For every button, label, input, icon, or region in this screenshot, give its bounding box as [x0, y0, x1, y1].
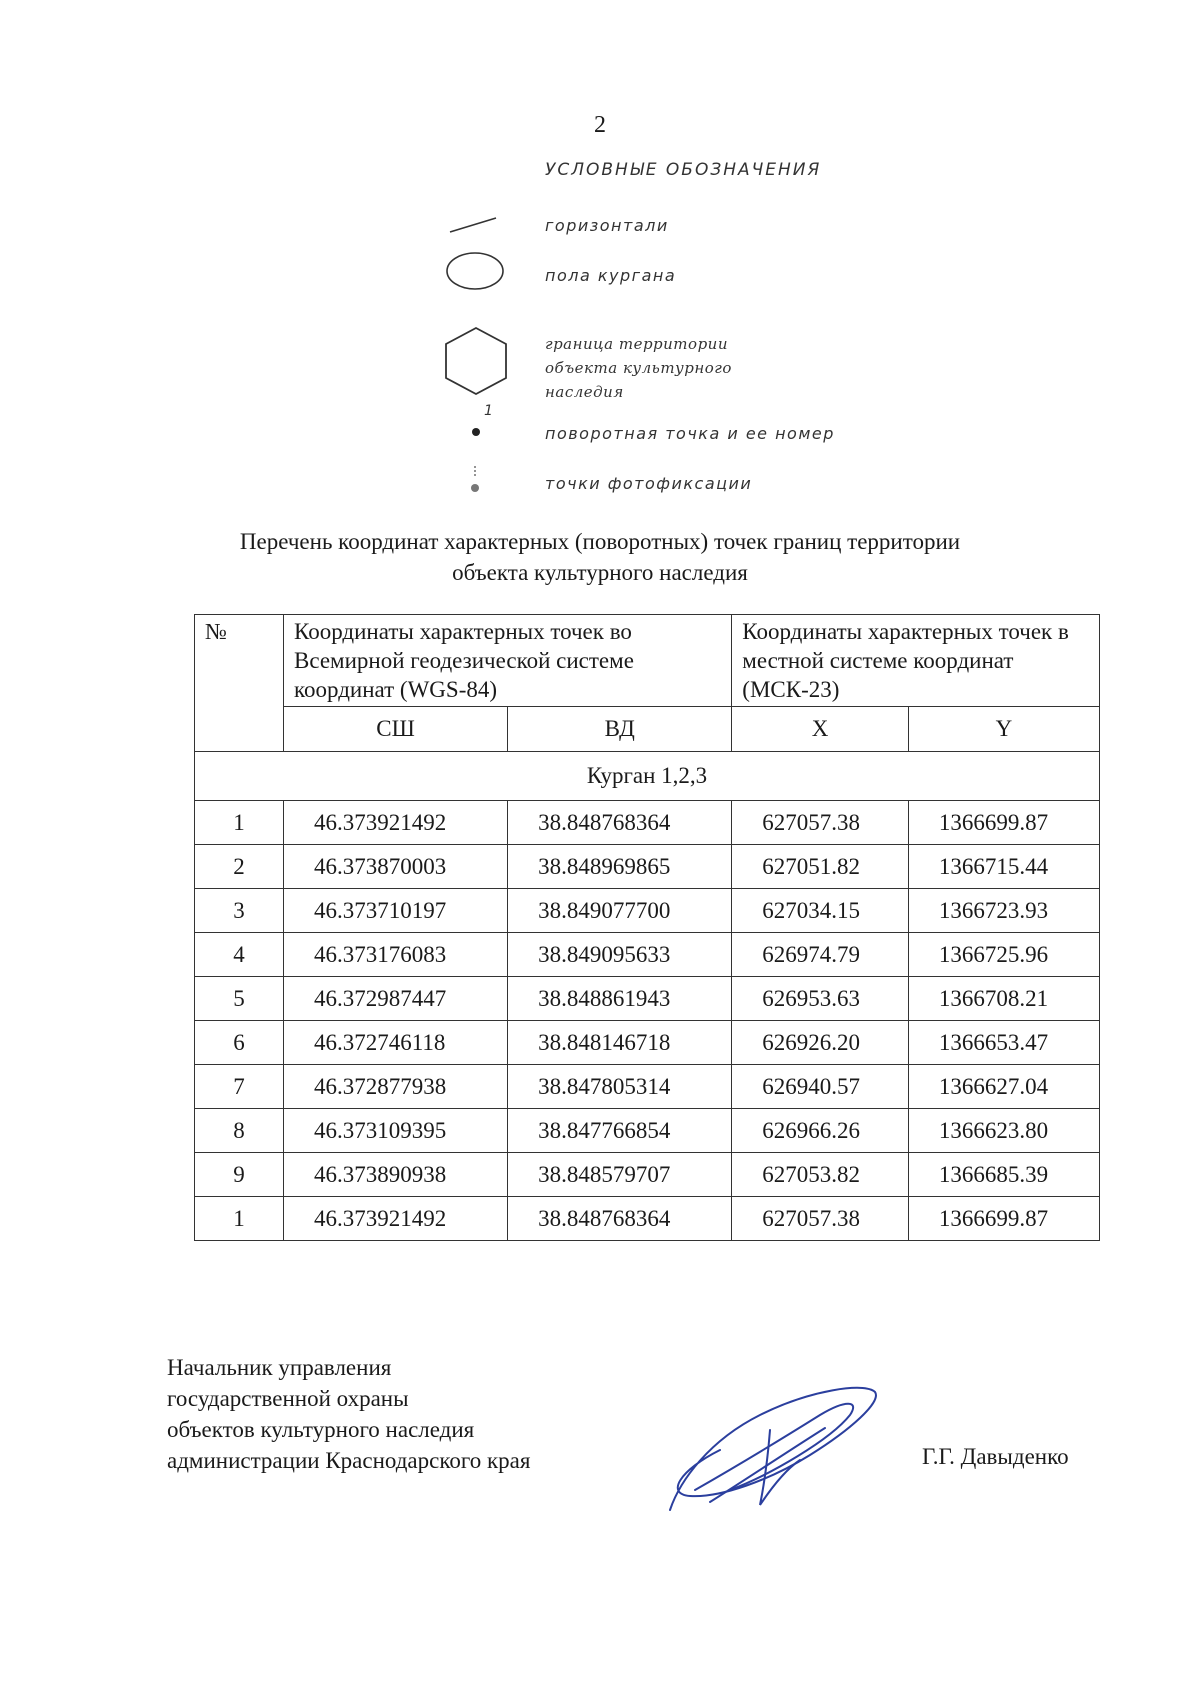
header-wgs-group: Координаты характерных точек во Всемирной геодезической системе координат (WGS-84) — [284, 615, 732, 707]
x-cell: 626953.63 — [732, 977, 909, 1021]
longitude-cell: 38.848969865 — [508, 845, 732, 889]
y-cell: 1366723.93 — [908, 889, 1099, 933]
point-number: 5 — [195, 977, 284, 1021]
longitude-cell: 38.849095633 — [508, 933, 732, 977]
latitude-cell: 46.373921492 — [284, 801, 508, 845]
header-lat: СШ — [284, 707, 508, 752]
legend-label-mound-floor: пола кургана — [545, 266, 677, 285]
table-row — [195, 977, 1100, 1021]
ellipse-icon — [444, 249, 506, 293]
latitude-cell: 46.373921492 — [284, 1197, 508, 1241]
longitude-cell: 38.848768364 — [508, 801, 732, 845]
y-cell: 1366685.39 — [908, 1153, 1099, 1197]
longitude-cell: 38.847805314 — [508, 1065, 732, 1109]
latitude-cell: 46.372746118 — [284, 1021, 508, 1065]
latitude-cell: 46.373109395 — [284, 1109, 508, 1153]
header-msk-group: Координаты характерных точек в местной системе координат (МСК-23) — [732, 615, 1100, 707]
y-cell: 1366627.04 — [908, 1065, 1099, 1109]
signatory-title-line-3: объектов культурного наследия — [167, 1417, 475, 1442]
header-lon: ВД — [508, 707, 732, 752]
point-number: 3 — [195, 889, 284, 933]
point-number: 7 — [195, 1065, 284, 1109]
x-cell: 627053.82 — [732, 1153, 909, 1197]
table-row — [195, 845, 1100, 889]
coordinates-table — [194, 614, 1100, 1241]
table-caption — [150, 526, 1050, 588]
header-y: Y — [908, 707, 1099, 752]
latitude-cell: 46.373710197 — [284, 889, 508, 933]
latitude-cell: 46.373890938 — [284, 1153, 508, 1197]
table-row — [195, 1109, 1100, 1153]
point-number: 1 — [195, 801, 284, 845]
longitude-cell: 38.849077700 — [508, 889, 732, 933]
point-number: 4 — [195, 933, 284, 977]
x-cell: 626926.20 — [732, 1021, 909, 1065]
longitude-cell: 38.847766854 — [508, 1109, 732, 1153]
table-row — [195, 801, 1100, 845]
table-row — [195, 1197, 1100, 1241]
point-number: 8 — [195, 1109, 284, 1153]
y-cell: 1366699.87 — [908, 1197, 1099, 1241]
x-cell: 627034.15 — [732, 889, 909, 933]
signatory-name: Г.Г. Давыденко — [922, 1444, 1069, 1469]
x-cell: 627051.82 — [732, 845, 909, 889]
legend-label-territory-boundary: граница территории объекта культурного наследия — [545, 335, 732, 401]
signatory-title-line-2: государственной охраны — [167, 1386, 409, 1411]
latitude-cell: 46.373870003 — [284, 845, 508, 889]
x-cell: 626940.57 — [732, 1065, 909, 1109]
signature-block — [167, 1352, 530, 1476]
point-number: 6 — [195, 1021, 284, 1065]
marker-number: 1 — [484, 403, 495, 419]
section-row — [195, 752, 1100, 801]
latitude-cell: 46.372877938 — [284, 1065, 508, 1109]
legend-title: УСЛОВНЫЕ ОБОЗНАЧЕНИЯ — [545, 160, 822, 180]
photo-point-icon — [466, 462, 484, 498]
signatory-title-line-1: Начальник управления — [167, 1355, 392, 1380]
section-label: Курган 1,2,3 — [195, 752, 1100, 801]
legend-label-turning-point: поворотная точка и ее номер — [545, 424, 835, 443]
header-row-group — [195, 615, 1100, 707]
y-cell: 1366623.80 — [908, 1109, 1099, 1153]
y-cell: 1366699.87 — [908, 801, 1099, 845]
caption-line-2: объекта культурного наследия — [452, 560, 748, 585]
hexagon-icon — [440, 325, 512, 397]
table-row — [195, 1153, 1100, 1197]
header-x: X — [732, 707, 909, 752]
table-row — [195, 1021, 1100, 1065]
point-number: 2 — [195, 845, 284, 889]
dot-icon — [468, 424, 484, 440]
handwritten-signature — [650, 1370, 910, 1520]
table-row — [195, 889, 1100, 933]
y-cell: 1366653.47 — [908, 1021, 1099, 1065]
line-icon — [448, 214, 500, 236]
longitude-cell: 38.848861943 — [508, 977, 732, 1021]
page-number: 2 — [594, 112, 606, 138]
longitude-cell: 38.848768364 — [508, 1197, 732, 1241]
legend-label-contours: горизонтали — [545, 216, 669, 235]
longitude-cell: 38.848579707 — [508, 1153, 732, 1197]
latitude-cell: 46.373176083 — [284, 933, 508, 977]
y-cell: 1366725.96 — [908, 933, 1099, 977]
y-cell: 1366708.21 — [908, 977, 1099, 1021]
header-num: № — [195, 615, 284, 752]
signatory-title-line-4: администрации Краснодарского края — [167, 1448, 531, 1473]
header-row-sub — [195, 707, 1100, 752]
legend-label-photo-points: точки фотофиксации — [545, 474, 753, 493]
point-number: 9 — [195, 1153, 284, 1197]
table-row — [195, 1065, 1100, 1109]
x-cell: 626974.79 — [732, 933, 909, 977]
longitude-cell: 38.848146718 — [508, 1021, 732, 1065]
latitude-cell: 46.372987447 — [284, 977, 508, 1021]
x-cell: 626966.26 — [732, 1109, 909, 1153]
y-cell: 1366715.44 — [908, 845, 1099, 889]
table-row — [195, 933, 1100, 977]
x-cell: 627057.38 — [732, 1197, 909, 1241]
x-cell: 627057.38 — [732, 801, 909, 845]
caption-line-1: Перечень координат характерных (поворотных) точек границ территории — [239, 529, 961, 554]
point-number: 1 — [195, 1197, 284, 1241]
